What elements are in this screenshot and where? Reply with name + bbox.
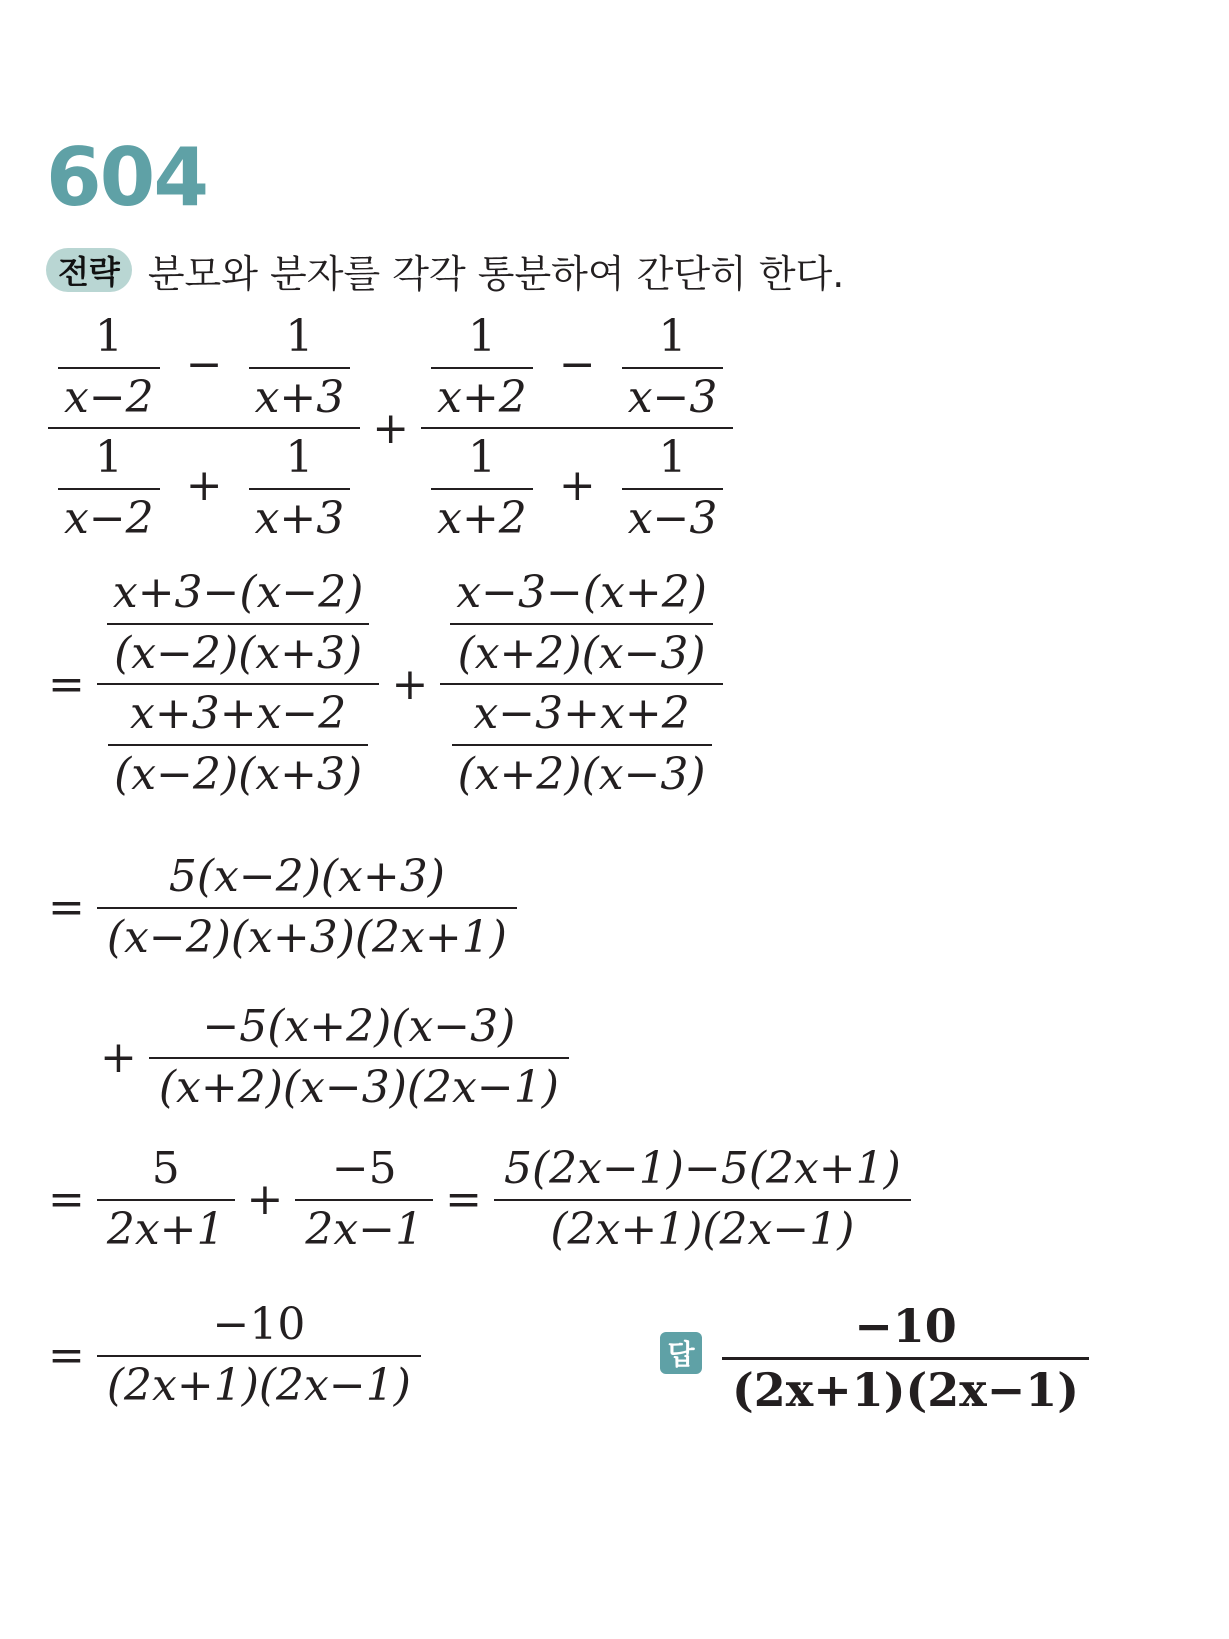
fraction: [108, 689, 368, 800]
fraction-bar: [48, 427, 360, 429]
frac-den: (2x+1)(2x−1): [106, 1359, 411, 1411]
frac-num: x−3−(x+2): [456, 567, 707, 618]
plus-sign: +: [372, 402, 410, 454]
frac-den: x+3: [254, 371, 345, 423]
frac-den: (x−2)(x+3): [114, 627, 363, 679]
frac-den: x−2: [64, 492, 154, 544]
fraction-bar: [431, 488, 533, 490]
fraction: [431, 433, 533, 544]
cf1-numerator: [48, 312, 360, 423]
fraction-bar: [440, 683, 723, 685]
expression-line-1: [48, 312, 733, 544]
plus-sign: +: [185, 460, 223, 512]
fraction-bar: [494, 1199, 911, 1201]
fraction-bar: [249, 367, 351, 369]
frac-num: x+3+x−2: [130, 688, 347, 740]
frac-den: (x−2)(x+3): [114, 748, 363, 800]
fraction-bar: [450, 623, 713, 625]
expression-line-6: [48, 1300, 421, 1411]
answer-badge: 답: [660, 1332, 702, 1374]
frac-num: 1: [467, 311, 496, 362]
complex-fraction-1: [48, 312, 360, 544]
fraction-bar: [249, 488, 351, 490]
fraction-bar: [97, 1355, 421, 1357]
equals-sign: =: [445, 1174, 482, 1226]
frac-num: 1: [94, 432, 123, 484]
frac-num: 5(x−2)(x+3): [168, 851, 445, 902]
frac-num: 1: [658, 311, 687, 362]
frac-den: (x−2)(x+3)(2x+1): [106, 911, 507, 963]
equals-sign: =: [48, 882, 85, 934]
answer: [722, 1300, 1089, 1417]
expression-line-3: [48, 852, 517, 963]
fraction: [295, 1144, 433, 1255]
strategy-text: 분모와 분자를 각각 통분하여 간단히 한다.: [147, 251, 845, 296]
cf2-numerator: [421, 312, 733, 423]
equals-sign: =: [48, 1330, 85, 1382]
frac-num: x+3−(x−2): [112, 567, 364, 618]
frac-den: x+2: [437, 492, 527, 544]
frac-num: 1: [285, 311, 314, 362]
answer-numerator: −10: [854, 1299, 957, 1353]
frac-den: x+3: [254, 492, 345, 544]
answer-fraction: [722, 1300, 1089, 1417]
frac-den: 2x−1: [305, 1203, 424, 1255]
fraction-bar: [97, 907, 517, 909]
fraction: [494, 1144, 911, 1255]
frac-den: x−2: [64, 371, 154, 423]
plus-sign: +: [100, 1032, 137, 1084]
frac-num: 1: [285, 432, 314, 484]
frac-num: −10: [212, 1299, 306, 1350]
plus-sign: +: [246, 1174, 284, 1226]
plus-sign: +: [391, 658, 429, 710]
fraction-bar: [97, 1199, 235, 1201]
fraction: [97, 1300, 421, 1411]
frac-num: −5(x+2)(x−3): [202, 1001, 516, 1052]
frac-den: 2x+1: [106, 1203, 225, 1255]
expression-line-5: [48, 1144, 911, 1255]
fraction-bar: [58, 488, 160, 490]
complex-fraction-2: [421, 312, 733, 544]
fraction: [452, 689, 712, 800]
fraction: [97, 1144, 235, 1255]
frac-num: 1: [94, 311, 123, 362]
equals-sign: =: [48, 1174, 85, 1226]
fraction-bar: [97, 683, 380, 685]
frac-num: 1: [467, 432, 496, 484]
fraction: [450, 568, 713, 679]
frac-den: (x+2)(x−3): [457, 627, 706, 679]
frac-num: 5(2x−1)−5(2x+1): [503, 1143, 901, 1194]
fraction-bar: [622, 488, 724, 490]
frac-den: (x+2)(x−3): [457, 748, 706, 800]
fraction-bar: [452, 744, 712, 746]
fraction-bar: [431, 367, 533, 369]
fraction: [58, 433, 160, 544]
fraction: [622, 312, 724, 423]
fraction-bar: [149, 1057, 569, 1059]
fraction: [97, 852, 517, 963]
fraction-bar: [421, 427, 733, 429]
fraction-bar: [107, 623, 370, 625]
fraction: [149, 1002, 569, 1113]
fraction-bar: [722, 1357, 1089, 1360]
fraction: [622, 433, 724, 544]
answer-denominator: (2x+1)(2x−1): [732, 1362, 1080, 1417]
minus-sign: −: [185, 339, 223, 391]
fraction-bar: [622, 367, 724, 369]
equals-sign: =: [48, 658, 85, 710]
fraction-bar: [295, 1199, 433, 1201]
frac-num: x−3+x+2: [473, 688, 690, 740]
fraction: [107, 568, 370, 679]
problem-number: 604: [46, 131, 207, 224]
plus-sign: +: [558, 460, 596, 512]
frac-num: 1: [658, 432, 687, 484]
frac-den: (2x+1)(2x−1): [550, 1203, 855, 1255]
frac-den: x+2: [437, 371, 527, 423]
expression-line-4: [100, 1002, 569, 1113]
minus-sign: −: [558, 339, 596, 391]
strategy-line: [46, 246, 844, 294]
fraction: [58, 312, 160, 423]
expression-line-2: [48, 568, 723, 800]
fraction-bar: [58, 367, 160, 369]
fraction: [249, 312, 351, 423]
frac-num: −5: [331, 1143, 397, 1194]
frac-den: x−3: [627, 371, 718, 423]
complex-fraction-3: [97, 568, 380, 800]
fraction-bar: [108, 744, 368, 746]
frac-den: x−3: [627, 492, 718, 544]
frac-den: (x+2)(x−3)(2x−1): [158, 1061, 559, 1113]
strategy-badge: 전략: [46, 248, 132, 292]
frac-num: 5: [151, 1143, 180, 1194]
complex-fraction-4: [440, 568, 723, 800]
cf1-denominator: [48, 433, 360, 544]
fraction: [249, 433, 351, 544]
fraction: [431, 312, 533, 423]
cf2-denominator: [421, 433, 733, 544]
